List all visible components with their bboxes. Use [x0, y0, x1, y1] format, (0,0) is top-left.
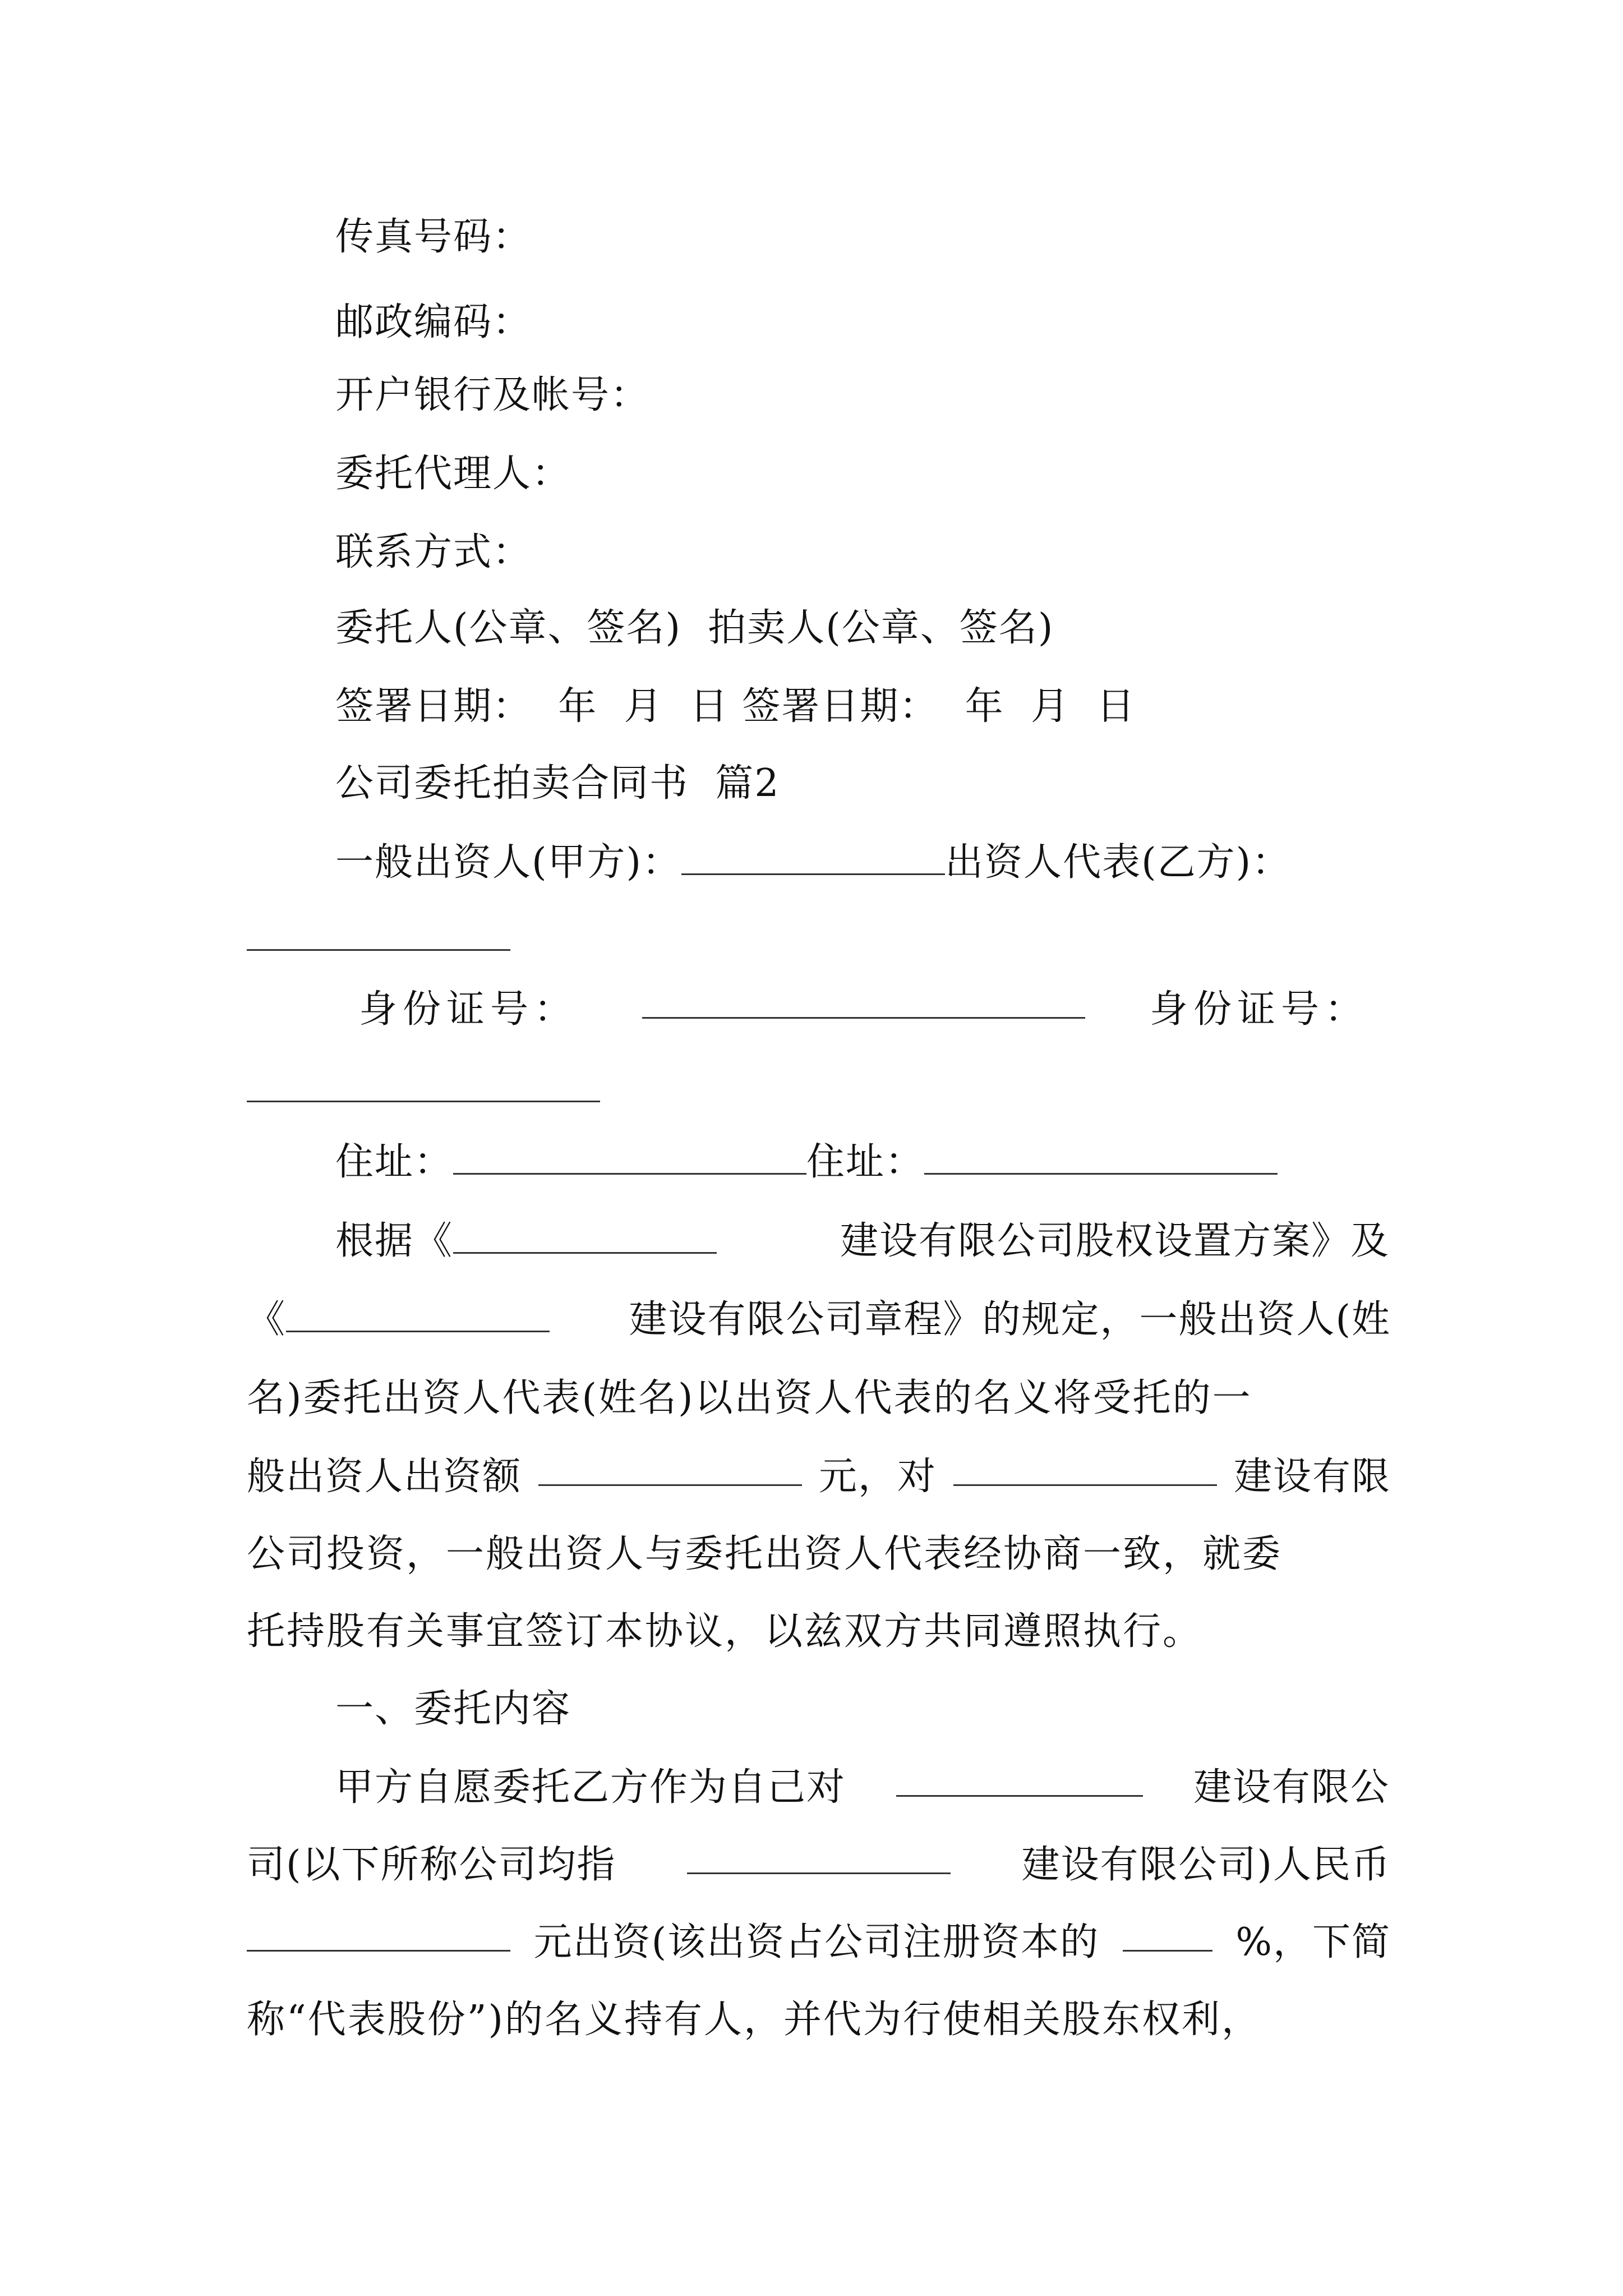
month-1: 月 — [624, 684, 663, 729]
id-number-line — [359, 984, 1368, 1035]
paragraph-1-line-5: 公司投资，一般出资人与委托出资人代表经协商一致，就委 — [247, 1532, 1283, 1576]
paragraph-1-line-2 — [247, 1295, 1391, 1345]
p1-l2-start: 《 — [247, 1297, 287, 1342]
p1-l4-a: 般出资人出资额 — [247, 1455, 522, 1499]
address-label-b: 住址： — [806, 1140, 925, 1184]
contact-label: 联系方式： — [335, 530, 532, 574]
p2-l1-a: 甲方自愿委托乙方作为自己对 — [335, 1765, 846, 1810]
company-name-blank-1 — [453, 1220, 717, 1254]
p1-l1-end: 建设有限公司股权设置方案》及 — [840, 1219, 1390, 1263]
signature-line — [335, 603, 1054, 654]
section-title-text: 公司委托拍卖合同书 — [335, 761, 689, 806]
agent-label: 委托代理人： — [335, 452, 571, 496]
id-label-b: 身份证号： — [1149, 987, 1368, 1032]
company-name-blank-4 — [896, 1763, 1143, 1797]
capital-amount-blank — [247, 1917, 510, 1952]
p2-l2-b: 建设有限公司)人民币 — [1021, 1843, 1391, 1887]
id-label-a: 身份证号： — [359, 987, 578, 1032]
paragraph-1-line-4 — [247, 1452, 1391, 1502]
party-a-label: 一般出资人(甲方)： — [335, 840, 682, 885]
paragraph-1-line-6: 托持股有关事宜签订本协议，以兹双方共同遵照执行。 — [247, 1609, 1203, 1654]
year-1: 年 — [558, 684, 598, 729]
address-b-blank — [924, 1140, 1278, 1175]
address-a-blank — [453, 1140, 806, 1175]
signature-client: 委托人(公章、签名) — [335, 606, 682, 650]
amount-blank — [538, 1452, 802, 1486]
address-label-a: 住址： — [335, 1140, 454, 1184]
section-title — [335, 758, 780, 809]
section-number: 篇2 — [715, 761, 780, 806]
paragraph-2-line-1 — [335, 1763, 1390, 1813]
paragraph-2-line-2 — [247, 1840, 1391, 1890]
company-name-blank-5 — [687, 1840, 951, 1874]
signing-date-label-2: 签署日期： — [742, 684, 939, 729]
day-2: 日 — [1096, 684, 1136, 729]
bank-account-label: 开户银行及帐号： — [335, 373, 650, 417]
paragraph-1-line-1 — [335, 1216, 1390, 1267]
paragraph-2-line-4: 称“代表股份”)的名义持有人，并代为行使相关股东权利， — [247, 1998, 1262, 2042]
signing-date-label-1: 签署日期： — [335, 684, 532, 729]
company-name-blank-2 — [286, 1298, 550, 1332]
p1-l2-end: 建设有限公司章程》的规定，一般出资人(姓 — [629, 1297, 1391, 1342]
day-1: 日 — [689, 684, 729, 729]
month-2: 月 — [1030, 684, 1070, 729]
party-b-label: 出资人代表(乙方)： — [945, 840, 1292, 885]
p2-l3-b: %，下简 — [1235, 1920, 1391, 1964]
postcode-label: 邮政编码： — [335, 300, 532, 344]
paragraph-1-line-3: 名)委托出资人代表(姓名)以出资人代表的名义将受托的一 — [247, 1376, 1252, 1420]
signature-auctioneer: 拍卖人(公章、签名) — [708, 606, 1054, 650]
address-line — [335, 1137, 1278, 1188]
id-b-blank — [247, 1101, 600, 1102]
percentage-blank — [1123, 1917, 1212, 1952]
p2-l1-b: 建设有限公 — [1193, 1765, 1390, 1810]
paragraph-2-line-3 — [247, 1917, 1391, 1968]
fax-label: 传真号码： — [335, 215, 532, 259]
company-name-blank-3 — [953, 1452, 1217, 1486]
party-b-blank — [247, 949, 510, 951]
signing-date-line — [335, 682, 1136, 732]
p1-l4-b: 元，对 — [818, 1455, 937, 1499]
parties-line — [335, 838, 1291, 888]
p2-l2-a: 司(以下所称公司均指 — [247, 1843, 616, 1887]
heading-entrustment-content: 一、委托内容 — [335, 1687, 571, 1731]
year-2: 年 — [965, 684, 1004, 729]
p1-l1-start: 根据《 — [335, 1219, 454, 1263]
p1-l4-c: 建设有限 — [1233, 1455, 1391, 1499]
p2-l3-a: 元出资(该出资占公司注册资本的 — [533, 1920, 1100, 1964]
id-a-blank — [642, 984, 1085, 1019]
party-a-blank — [681, 841, 945, 875]
